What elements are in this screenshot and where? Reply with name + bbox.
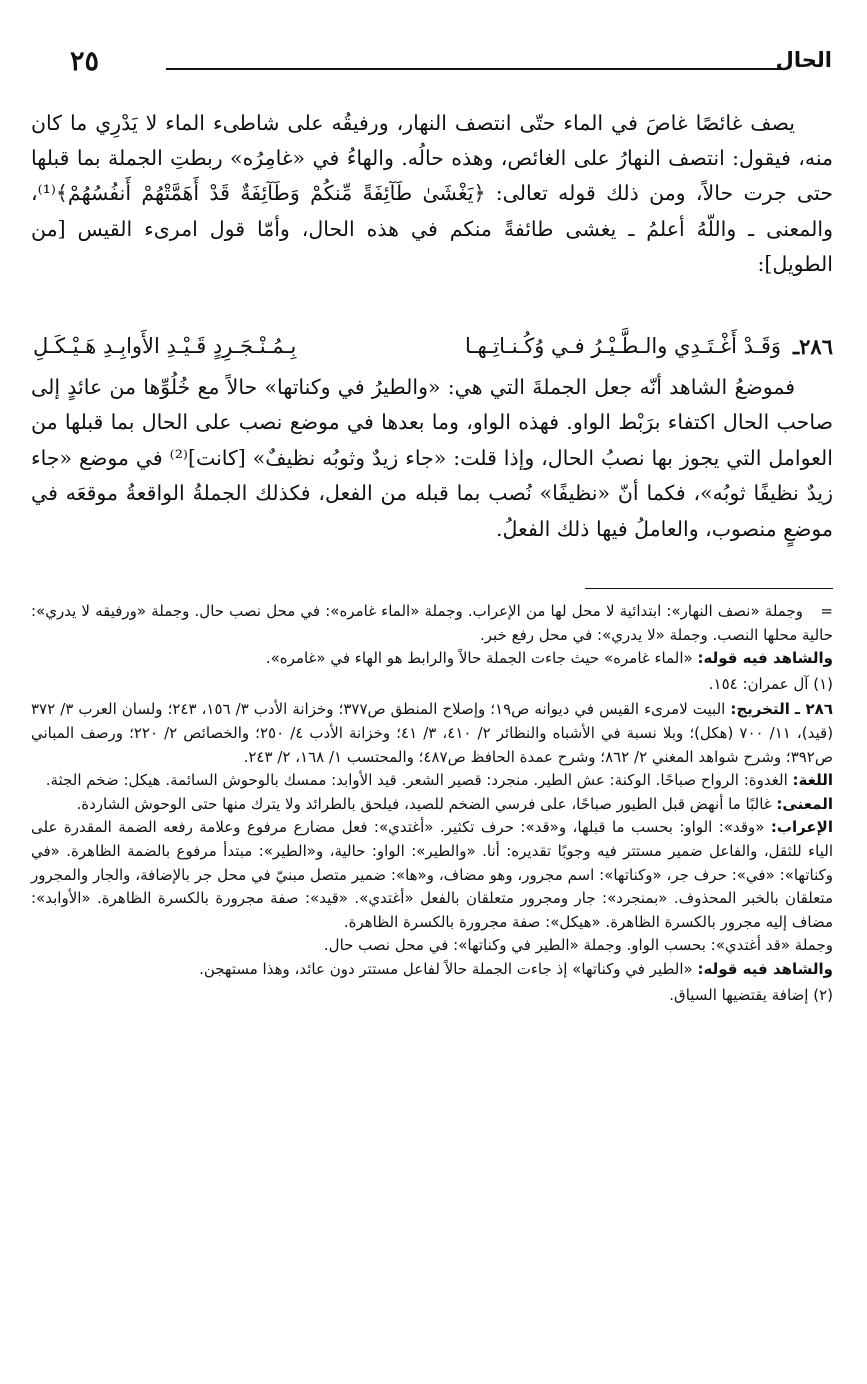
- footnote-continuation: [31, 600, 833, 647]
- irab-note: [31, 816, 833, 934]
- continuation-text: وجملة «نصف النهار»: ابتدائية لا محل لها من الإعراب. وجملة «الماء غامره»: في محل نصب حال. وجملة «ورفيقه لا يدري»: حالية محلها النصب. وجملة «لا يدري»: في محل رفع خبر.: [31, 602, 833, 644]
- verse-first-hemistich: وَقَـدْ أَغْـتَـدِي والـطَّـيْـرُ فـي وُكُـنـاتِـهـا: [464, 334, 781, 358]
- page-number: ٢٥: [70, 46, 100, 77]
- takhrij-label: التخريج:: [730, 700, 790, 719]
- footnote-separator: [585, 588, 833, 589]
- footnote-1-number: (١): [813, 674, 833, 693]
- footnote-2: [31, 984, 833, 1008]
- shahid-text-2: «الطير في وكناتها» إذ جاءت الجملة حالاً لفاعل مستتر دون عائد، وهذا مستهجن.: [199, 959, 693, 978]
- footnote-1-text: آل عمران: ١٥٤.: [708, 674, 809, 693]
- header-rule: [166, 68, 786, 70]
- takhrij-note: [31, 698, 833, 769]
- mana-note: [31, 793, 833, 817]
- irab-label: الإعراب:: [770, 818, 833, 837]
- verse-number: ٢٨٦ـ: [793, 334, 833, 359]
- continuation-mark: =: [820, 602, 833, 620]
- lugha-note: [31, 769, 833, 793]
- irab-text: «وقد»: الواو: بحسب ما قبلها، و«قد»: حرف تكثير. «أغتدي»: فعل مضارع مرفوع وعلامة رفعه الضمة المقدرة على الياء للثقل، والفاعل ضمير مستتر فيه وجوبًا تقديره: أنا. «والطير»: الواو: حالية، و«الطير»: مبتدأ مرفوع بالضمة الظاهرة. «في وكناتها»: «في»: حرف جر، «وكناتها»: اسم مجرور، وهو مضاف، و«ها»: ضمير متصل مبنيّ في محل جر بالإضافة، والجار والمجرور متعلقان بالخبر المحذوف. «بمنجرد»: جار ومجرور متعلقان بالفعل «أغتدي». «قيد»: صفة مجرورة بالكسرة الظاهرة. «الأوابد»: مضاف إليه مجرور بالكسرة الظاهرة. «هيكل»: صفة مجرورة بالكسرة الظاهرة.: [31, 818, 833, 931]
- mana-label: المعنى:: [776, 794, 833, 813]
- paragraph-1: يصف غائصًا غاصَ في الماء حتّى انتصف النهار، ورفيقُه على شاطىء الماء لا يَدْرِي ما كان منه، فيقول: انتصف النهارُ على الغائص، وهذه حالُه. والهاءُ في «غامِرُه» ربطتِ الجملة بما قبلها حتى جرت حالاً، ومن ذلك قوله تعالى: ﴿يَغْشَىٰ طَآئِفَةً مِّنكُمْ وَطَآئِفَةٌ قَدْ أَهَمَّتْهُمْ أَنفُسُهُمْ﴾⁽¹⁾، والمعنى ـ واللّهُ أعلمُ ـ يغشى طائفةً منكم في هذه الحال، وأمّا قول امرىء القيس [من الطويل]:: [31, 111, 833, 276]
- shahid-text: «الماء غامره» حيث جاءت الجملة حالاً والرابط هو الهاء في «غامره».: [265, 649, 693, 668]
- verse-second-hemistich: بِـمُـنْـجَـرِدٍ قَـيْـدِ الأَوابِـدِ هَـيْـكَـلِ: [33, 334, 297, 358]
- verse-note-number: ٢٨٦ ـ: [794, 700, 833, 719]
- shahid-label: والشاهد فيه قوله:: [697, 649, 833, 668]
- shahid-label-2: والشاهد فيه قوله:: [697, 959, 833, 978]
- mana-text: غالبًا ما أنهض قبل الطيور صباحًا، على فرسي الضخم للصيد، فيلحق بالطرائد ولا يترك منها حتى الوحوش الشاردة.: [76, 794, 772, 813]
- footnote-2-number: (٢): [813, 985, 833, 1004]
- lugha-label: اللغة:: [792, 771, 833, 790]
- continuation-shahid: [31, 647, 833, 671]
- page-header: [62, 44, 832, 84]
- footnote-1: [31, 673, 833, 697]
- footnotes: [31, 600, 833, 1007]
- poetry-verse: [31, 334, 833, 368]
- takhrij-text: البيت لامرىء القيس في ديوانه ص١٩؛ وإصلاح المنطق ص٣٧٧؛ وخزانة الأدب ٣/ ١٥٦، ٢٤٣؛ ولسان العرب ٣/ ٣٧٢ (قيد)، ١١/ ٧٠٠ (هكل)؛ وبلا نسبة في الأشباه والنظائر ٢/ ٤١٠، ٣/ ٤١؛ وخزانة الأدب ٤/ ٢٥٠؛ والخصائص ٢/ ٢٢٠؛ ورصف المباني ص٣٩٢؛ وشرح شواهد المغني ٢/ ٨٦٢؛ وشرح عمدة الحافظ ص٤٨٧؛ والمحتسب ١/ ١٦٨، ٢/ ٢٤٣.: [31, 700, 834, 766]
- running-title: الحال: [775, 48, 832, 72]
- jumla-note: وجملة «قد أغتدي»: بحسب الواو. وجملة «الطير في وكناتها»: في محل نصب حال.: [323, 936, 833, 955]
- paragraph-2: فموضعُ الشاهد أنّه جعل الجملةَ التي هي: «والطيرُ في وكناتها» حالاً مع خُلُوِّها من عائدٍ إلى صاحب الحال اكتفاء برَبْط الواو. فهذه الواو، وما بعدها في موضع نصب على الحال بما قبلها من العوامل التي يجوز بها نصبُ الحال، وإذا قلت: «جاء زيدٌ وثوبُه نظيفٌ» [كانت]⁽²⁾ في موضع «جاء زيدٌ نظيفًا ثوبُه»، فكما أنّ «نظيفًا» نُصب بما قبله من الفعل، فكذلك الجملةُ الواقعةُ موقعَه في موضعٍ منصوب، والعاملُ فيها ذلك الفعلُ.: [31, 375, 833, 541]
- main-text-block-1: [31, 106, 833, 282]
- main-text-block-2: [31, 370, 833, 547]
- footnote-2-text: إضافة يقتضيها السياق.: [669, 985, 809, 1004]
- shahid-note: [31, 958, 833, 982]
- lugha-text: الغدوة: الرواح صباحًا. الوكنة: عش الطير. منجرد: قصير الشعر. قيد الأوابد: ممسك بالوحوش السائمة. هيكل: ضخم الجثة.: [45, 771, 788, 790]
